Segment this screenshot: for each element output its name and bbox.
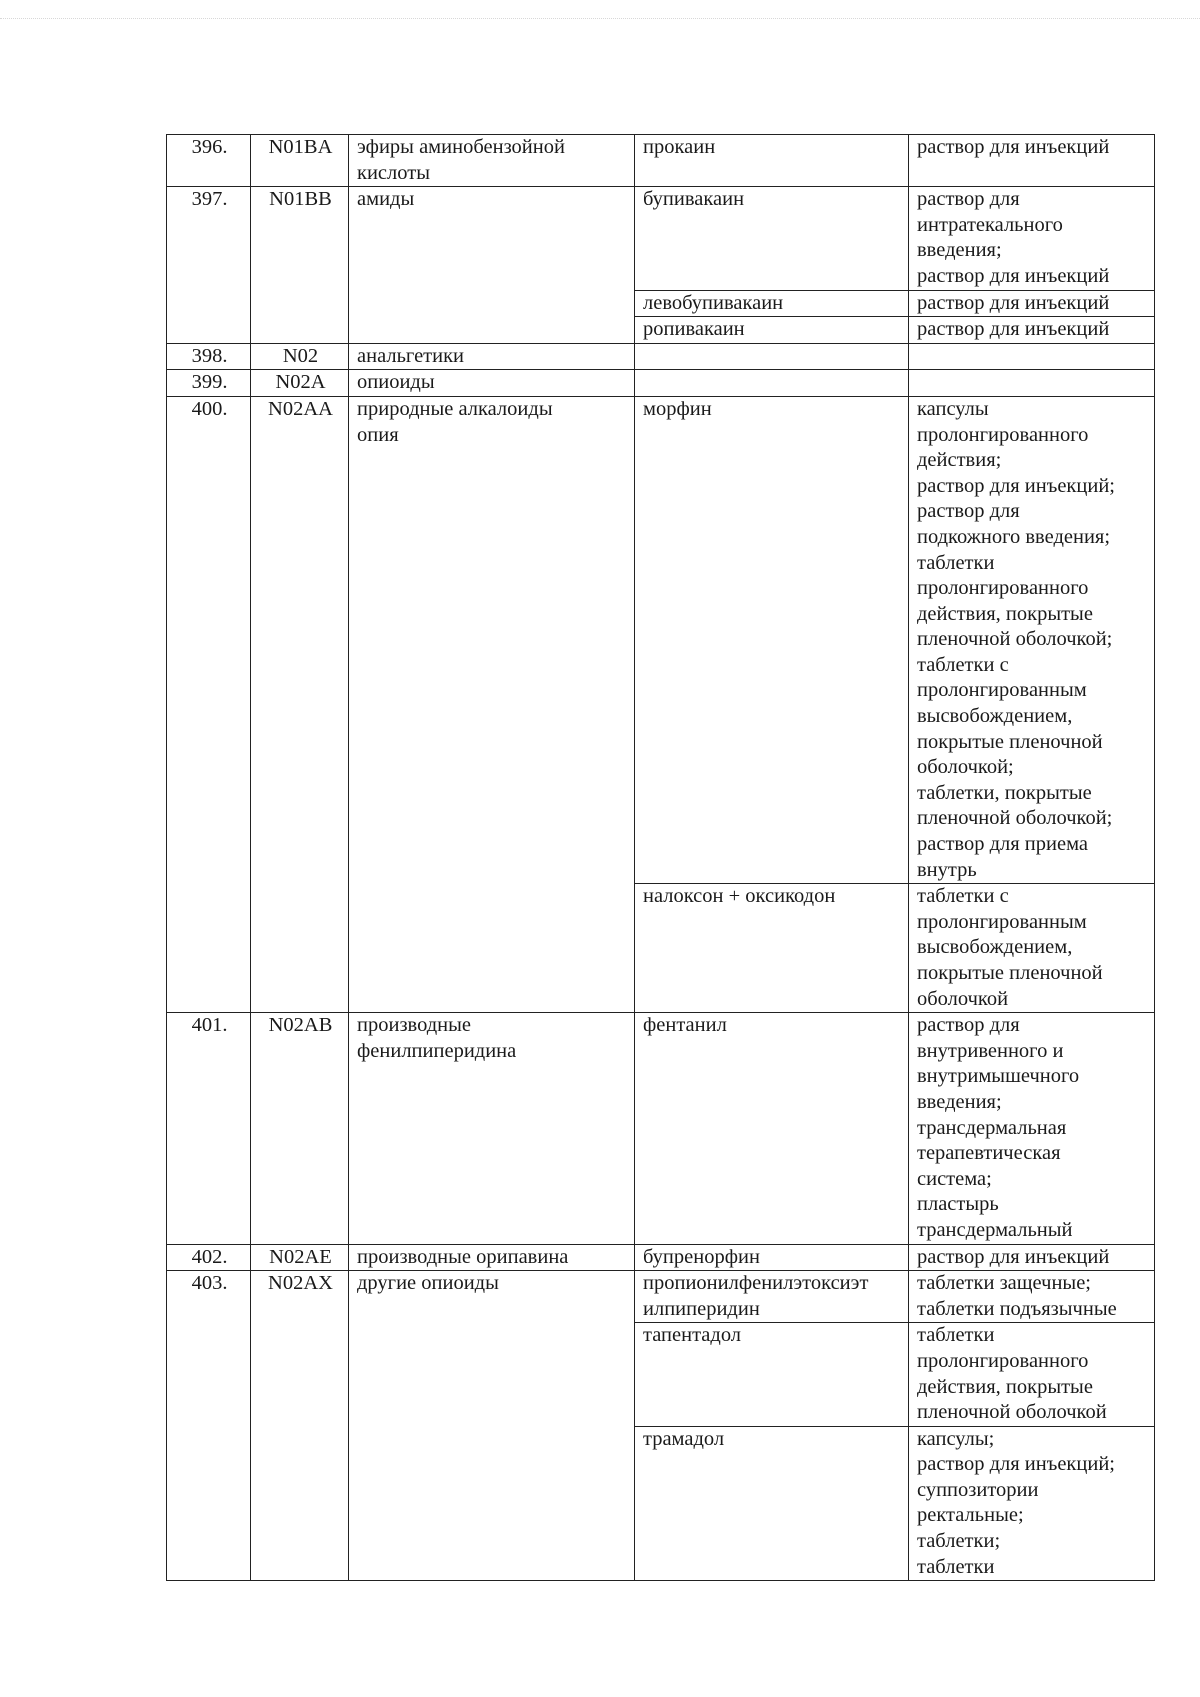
table-row [167,187,1155,290]
drug-name: прокаин [635,135,909,187]
drug-name: бупренорфин [635,1244,909,1271]
dosage-form [909,343,1155,370]
drug-name: тапентадол [635,1323,909,1426]
table-row [167,1271,1155,1323]
dosage-form [909,370,1155,397]
dosage-form: раствор для инъекций [909,290,1155,317]
drug-name: морфин [635,396,909,883]
drug-name [635,370,909,397]
atc-code: N02AE [251,1244,349,1271]
drug-name: налоксон + оксикодон [635,884,909,1013]
dosage-form: раствор для интратекального введения; раствор для инъекций [909,187,1155,290]
row-number: 400. [167,396,251,1012]
dosage-form: раствор для внутривенного и внутримышечного введения; трансдермальная терапевтическая система; пластырь трансдермальный [909,1013,1155,1244]
row-number: 396. [167,135,251,187]
drug-name: ропивакаин [635,317,909,344]
pharmacological-group: эфиры аминобензойной кислоты [349,135,635,187]
row-number: 401. [167,1013,251,1244]
drug-name: левобупивакаин [635,290,909,317]
scan-edge-line [0,18,1200,19]
table-row [167,370,1155,397]
pharmacological-group: производные орипавина [349,1244,635,1271]
dosage-form: раствор для инъекций [909,317,1155,344]
dosage-form: таблетки пролонгированного действия, покрытые пленочной оболочкой [909,1323,1155,1426]
atc-code: N02A [251,370,349,397]
table-row [167,396,1155,883]
atc-code: N02AB [251,1013,349,1244]
dosage-form: таблетки защечные; таблетки подъязычные [909,1271,1155,1323]
drug-name: бупивакаин [635,187,909,290]
pharmacological-group: другие опиоиды [349,1271,635,1581]
pharmacological-group: природные алкалоиды опия [349,396,635,1012]
row-number: 399. [167,370,251,397]
dosage-form: раствор для инъекций [909,1244,1155,1271]
medicines-table [166,134,1155,1581]
drug-name [635,343,909,370]
dosage-form: раствор для инъекций [909,135,1155,187]
pharmacological-group: производные фенилпиперидина [349,1013,635,1244]
atc-code: N02AX [251,1271,349,1581]
atc-code: N02AA [251,396,349,1012]
dosage-form: капсулы пролонгированного действия; раствор для инъекций; раствор для подкожного введения; таблетки пролонгированного действия, покрытые пленочной оболочкой; таблетки с пролонгированным высвобождением, покрытые пленочной оболочкой; таблетки, покрытые пленочной оболочкой; раствор для приема внутрь [909,396,1155,883]
row-number: 398. [167,343,251,370]
dosage-form: капсулы; раствор для инъекций; суппозитории ректальные; таблетки; таблетки [909,1426,1155,1581]
table-row [167,135,1155,187]
atc-code: N02 [251,343,349,370]
atc-code: N01BA [251,135,349,187]
pharmacological-group: анальгетики [349,343,635,370]
pharmacological-group: опиоиды [349,370,635,397]
drug-name: пропионилфенилэтоксиэт илпиперидин [635,1271,909,1323]
row-number: 397. [167,187,251,344]
pharmacological-group: амиды [349,187,635,344]
table-row [167,1013,1155,1244]
row-number: 402. [167,1244,251,1271]
dosage-form: таблетки с пролонгированным высвобождением, покрытые пленочной оболочкой [909,884,1155,1013]
drug-name: трамадол [635,1426,909,1581]
atc-code: N01BB [251,187,349,344]
row-number: 403. [167,1271,251,1581]
table-row [167,343,1155,370]
table-row [167,1244,1155,1271]
drug-name: фентанил [635,1013,909,1244]
